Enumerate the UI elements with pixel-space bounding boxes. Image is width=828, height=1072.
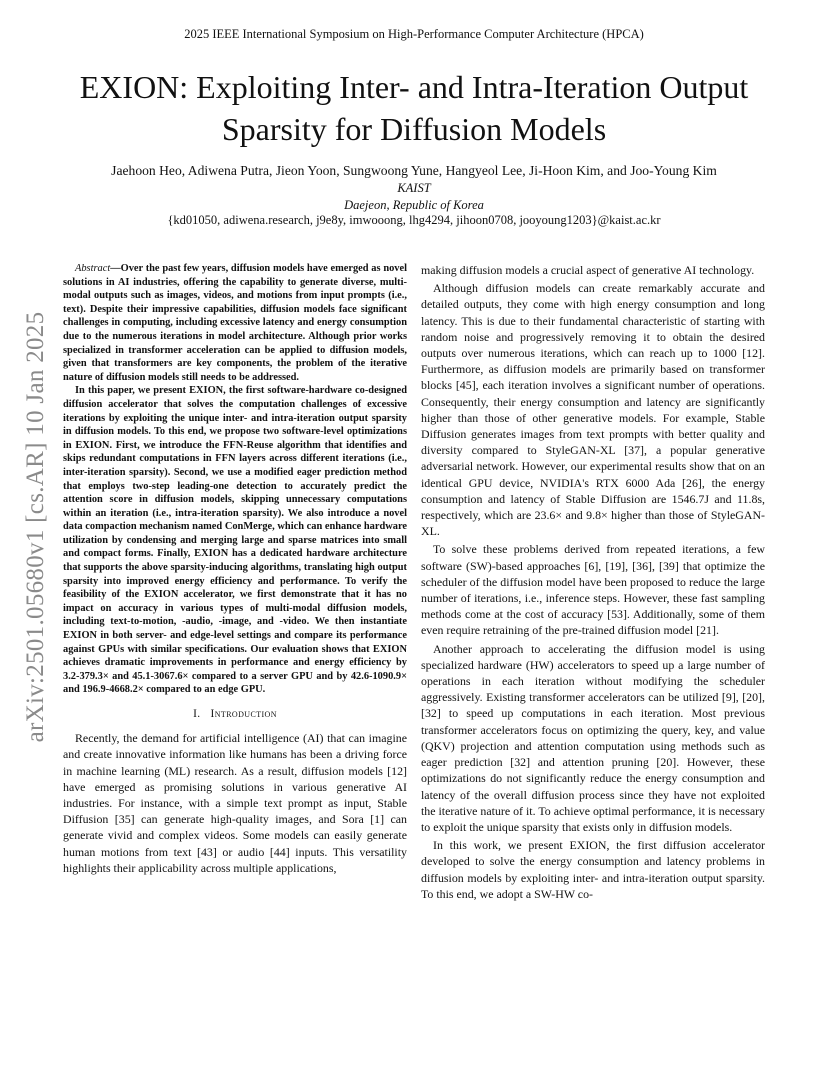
introduction-body <box>63 730 407 876</box>
body-paragraph-continued: making diffusion models a crucial aspect of generative AI technology. <box>421 263 755 277</box>
body-paragraph: To solve these problems derived from repeated iterations, a few software (SW)-based approaches [6], [19], [36], [39] that optimize the scheduler of the diffusion model have been proposed to reduce the large number of iterations, i.e., inference steps. However, these fast sampling methods come at the cost of accuracy [53]. Additionally, some of them even require retraining of the pre-trained diffusion model [21]. <box>421 542 765 638</box>
location: Daejeon, Republic of Korea <box>344 198 484 212</box>
abstract-paragraph-1: Abstract—Over the past few years, diffusion models have emerged as novel solutions in AI industries, offering the capability to generate diverse, multi-modal outputs such as images, videos, and motions from input prompts (i.e., text). Despite their impressive capabilities, diffusion models face significant challenges in computing, including excessive latency and energy consumption due to the numerous iterations in model architecture. Although prior works specialized in transformer acceleration can be applied to diffusion models, given that transformers are key components, the problem of the iterative nature of diffusion models still needs to be addressed. <box>63 263 407 383</box>
abstract-paragraph-2: In this paper, we present EXION, the first software-hardware co-designed diffusion accelerator that solves the computation challenges of excessive iterations by exploiting the unique inter- and intra-iteration output sparsity in diffusion models. To this end, we propose two software-level optimizations in EXION. First, we introduce the FFN-Reuse algorithm that identifies and skips redundant computations in FFN layers across different iterations (i.e., inter-iteration sparsity). Second, we use a modified eager prediction method that employs two-step leading-one detection to accurately predict the attention score in diffusion models, skipping unnecessary computations within an iteration (i.e., intra-iteration sparsity). We also introduce a novel data compaction mechanism named ConMerge, which can enhance hardware utilization by condensing and merging large and sparse matrices into small and compact forms. Finally, EXION has a dedicated hardware architecture that supports the above sparsity-inducing algorithms, translating high output sparsity into improved energy efficiency and performance. To verify the feasibility of the EXION accelerator, we first demonstrate that it has no impact on accuracy in various types of multi-modal diffusion models, including text-to-motion, -audio, -image, and -video. We then instantiate EXION in both server- and edge-level settings and compare its performance against GPUs with similar specifications. Our evaluation shows that EXION achieves dramatic improvements in performance and energy efficiency by 3.2-379.3× and 45.1-3067.6× compared to a server GPU and by 42.6-1090.9× and 196.9-4668.2× compared to an edge GPU. <box>63 385 407 696</box>
paper-title: EXION: Exploiting Inter- and Intra-Iteration Output Sparsity for Diffusion Models <box>79 69 749 147</box>
body-paragraph: Recently, the demand for artificial intelligence (AI) that can imagine and create innovative information like humans has been a driving force in machine learning (ML) research. As a result, diffusion models [12] have emerged as promising solutions in various generative AI industries. For instance, with a simple text prompt as input, Stable Diffusion [35] can generate high-quality images, and Sora [1] can generate vivid and complex videos. Some models can easily generate human motions from text [43] or audio [44] inputs. This versatility highlights their applicability across multiple applications, <box>63 731 407 875</box>
left-column <box>63 262 407 876</box>
abstract-lead: Abstract <box>75 263 111 274</box>
section-title: Introduction <box>210 708 277 720</box>
conference-header: 2025 IEEE International Symposium on High-Performance Computer Architecture (HPCA) <box>184 27 644 41</box>
right-column <box>421 262 765 902</box>
affiliation: KAIST <box>397 181 431 195</box>
author-list: Jaehoon Heo, Adiwena Putra, Jieon Yoon, Sungwoong Yune, Hangyeol Lee, Ji-Hoon Kim, and Joo-Young Kim <box>111 163 717 178</box>
body-paragraph: Although diffusion models can create remarkably accurate and detailed outputs, they come with high energy consumption and long latency. This is due to their fundamental characteristic of starting with random noise and progressively removing it to obtain the desired outputs over numerous iterations, which can reach up to 1000 [12]. Furthermore, as diffusion models are primarily based on transformer blocks [45], each iteration involves a significant number of operations. Consequently, their energy consumption and latency are significantly higher than those of other generative models. For example, Stable Diffusion generates images from text prompts with better quality and diversity compared to StyleGAN-XL [37], a popular generative adversarial network. However, our experimental results show that on an identical GPU device, NVIDIA's RTX 6000 Ada [26], the energy consumption and latency of Stable Diffusion are 1546.7J and 11.8s, respectively, which are 23.6× and 9.8× higher than those of StyleGAN-XL. <box>421 281 765 539</box>
abstract <box>63 262 407 697</box>
body-paragraph: Another approach to accelerating the diffusion model is using specialized hardware (HW) accelerators to speed up a large number of operations in each iteration without modifying the scheduler aggressively. Existing transformer accelerators can be utilized [9], [20], [32] to speed up computations in each iteration. Most previous transformer accelerators focus on optimizing the query, key, and value (QKV) projection and attention computation using methods such as eager prediction [32] and attention pruning [20]. However, these optimizations do not significantly reduce the energy consumption and latency of the overall diffusion process since they have not exploited the iterative nature of it. To achieve optimal performance, it is necessary to exploit the unique sparsity that exists only in diffusion models. <box>421 641 765 834</box>
arxiv-stamp-text: arXiv:2501.05680v1 [cs.AR] 10 Jan 2025 <box>22 311 49 743</box>
body-paragraph: In this work, we present EXION, the first diffusion accelerator developed to solve the energy consumption and latency problems in diffusion models by exploiting inter- and intra-iteration output sparsity. To this end, we adopt a SW-HW co- <box>421 838 765 901</box>
section-heading-introduction <box>63 706 407 722</box>
author-emails: {kd01050, adiwena.research, j9e8y, imwooong, lhg4294, jihoon0708, jooyoung1203}@kaist.ac.kr <box>167 213 661 227</box>
section-number: I. <box>193 708 201 720</box>
